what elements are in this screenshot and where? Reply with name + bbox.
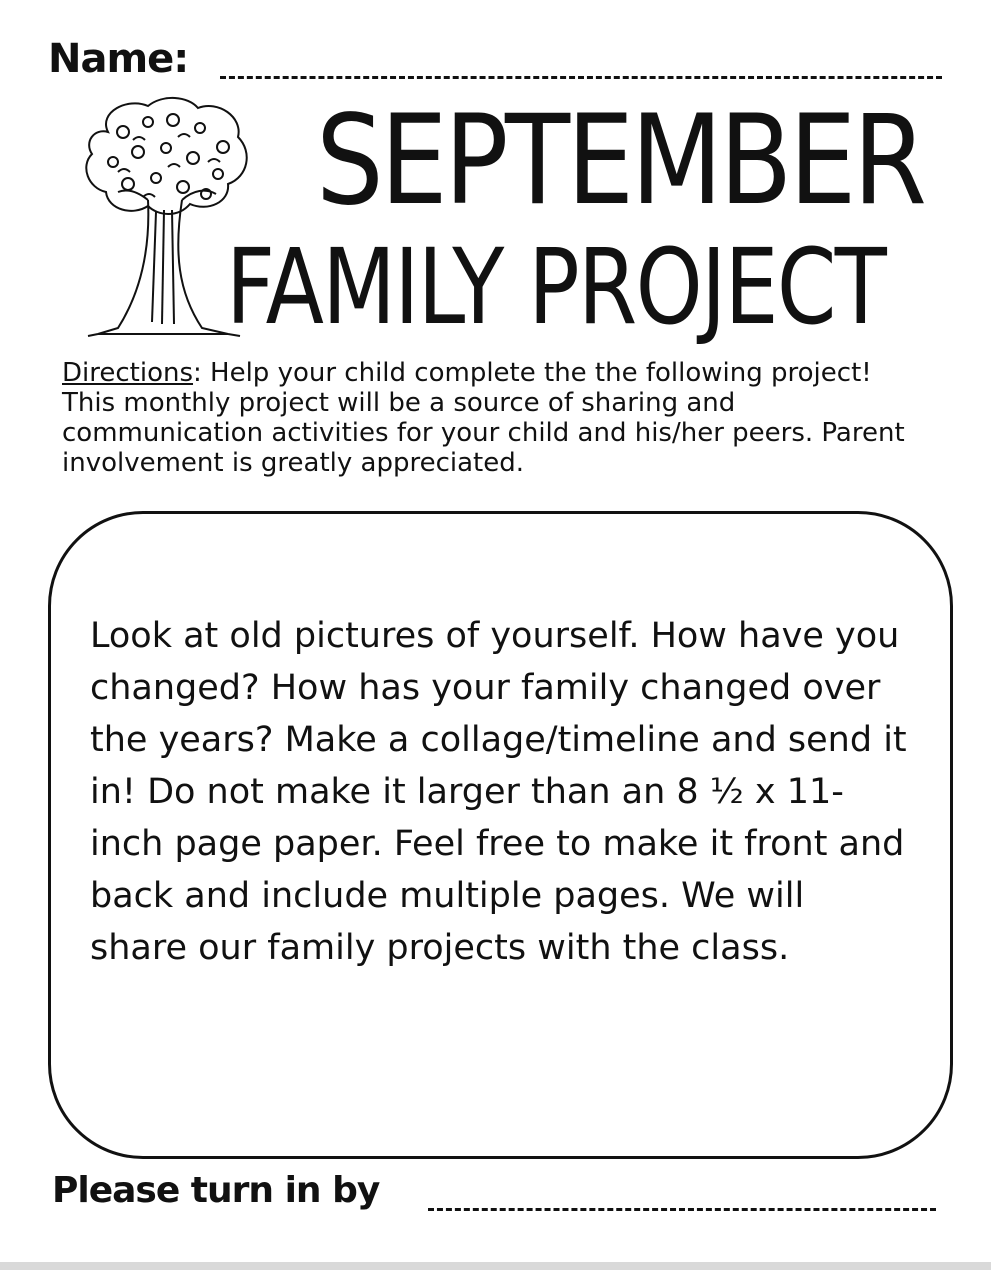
page-title: SEPTEMBER (316, 89, 924, 233)
page-subtitle: FAMILY PROJECT (226, 226, 886, 348)
turn-in-blank-line (428, 1208, 936, 1211)
name-label: Name: (48, 36, 189, 82)
directions-text: : Help your child complete the the following project! This monthly project will be a source of sharing and communication activities for your child and his/her peers. Parent involvement is greatly appreciated. (62, 358, 905, 478)
turn-in-label: Please turn in by (52, 1170, 380, 1211)
name-blank-line (220, 76, 942, 79)
bottom-strip (0, 1262, 991, 1270)
directions-label: Directions (62, 358, 194, 388)
directions-paragraph (62, 358, 932, 478)
project-instructions: Look at old pictures of yourself. How have you changed? How has your family changed over the years? Make a collage/timeline and send it in! Do not make it larger than an 8 ½ x 11-inch page paper. Feel free to make it front and back and include multiple pages. We will share our family projects with the class. (90, 616, 907, 968)
